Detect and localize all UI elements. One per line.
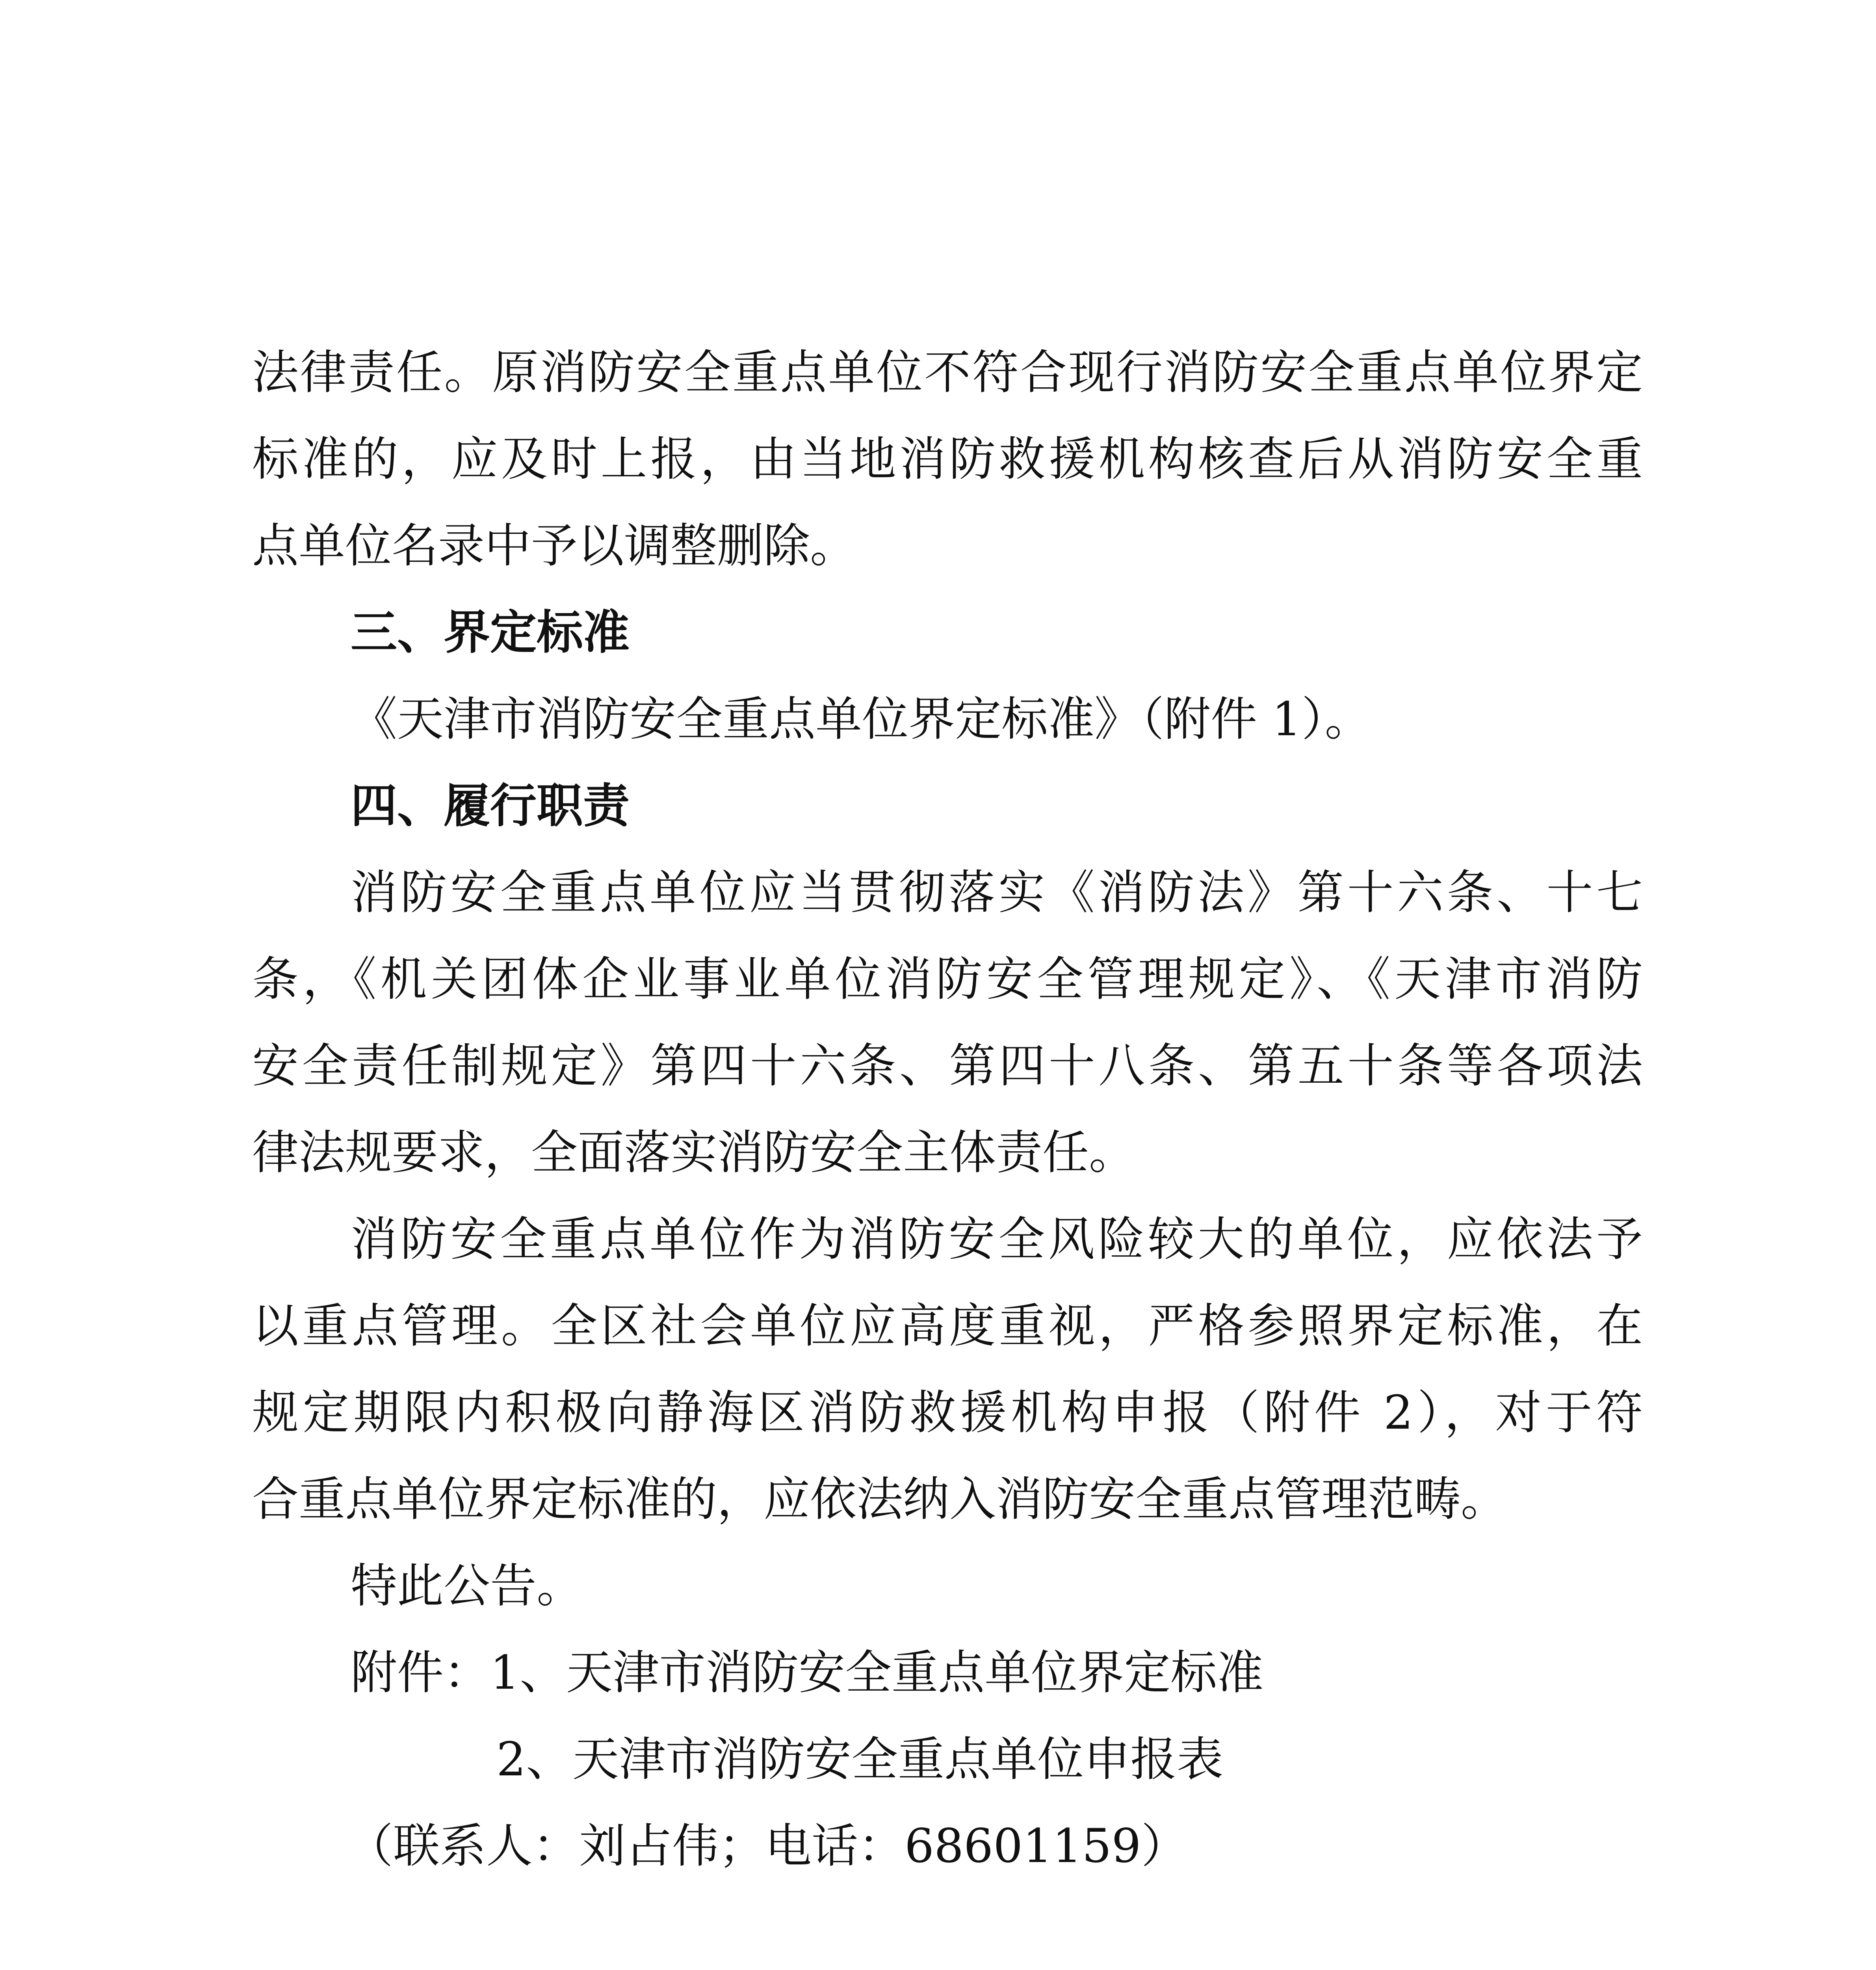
attachment-1: 附件：1、天津市消防安全重点单位界定标准 <box>351 1645 1264 1700</box>
section-heading-duties: 四、履行职责 <box>351 779 630 833</box>
management-line-1: 消防安全重点单位作为消防安全风险较大的单位，应依法予 <box>351 1212 1643 1266</box>
duties-line-3: 安全责任制规定》第四十六条、第四十八条、第五十条等各项法 <box>252 1039 1643 1093</box>
body-line-2: 标准的，应及时上报，由当地消防救援机构核查后从消防安全重 <box>252 432 1643 486</box>
standard-reference: 《天津市消防安全重点单位界定标准》（附件 1）。 <box>351 692 1371 746</box>
duties-line-1: 消防安全重点单位应当贯彻落实《消防法》第十六条、十七 <box>351 865 1643 920</box>
attachment-2: 2、天津市消防安全重点单位申报表 <box>496 1732 1224 1786</box>
management-line-2: 以重点管理。全区社会单位应高度重视，严格参照界定标准，在 <box>252 1299 1643 1353</box>
section-heading-standard: 三、界定标准 <box>351 605 630 660</box>
management-line-3: 规定期限内积极向静海区消防救援机构申报（附件 2），对于符 <box>252 1385 1643 1440</box>
body-line-3: 点单位名录中予以调整删除。 <box>252 519 857 573</box>
duties-line-2: 条，《机关团体企业事业单位消防安全管理规定》、《天津市消防 <box>252 952 1643 1006</box>
management-line-4: 合重点单位界定标准的，应依法纳入消防安全重点管理范畴。 <box>252 1472 1508 1526</box>
announcement-closing: 特此公告。 <box>351 1559 583 1613</box>
body-line-1: 法律责任。原消防安全重点单位不符合现行消防安全重点单位界定 <box>252 345 1643 400</box>
contact-info: （联系人：刘占伟；电话：68601159） <box>347 1819 1188 1873</box>
duties-line-4: 律法规要求，全面落实消防安全主体责任。 <box>252 1125 1136 1180</box>
